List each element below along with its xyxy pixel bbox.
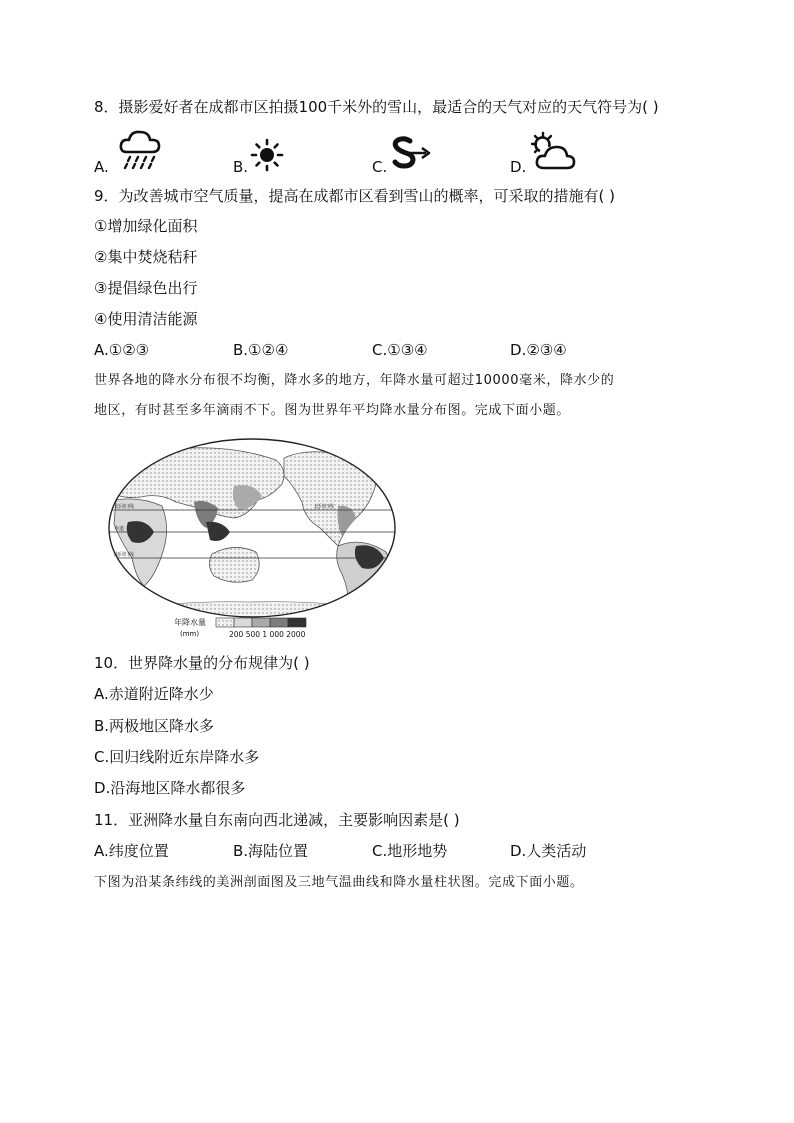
label-tropic-south: 南回归线	[114, 552, 135, 558]
passage2-line1: 下图为沿某条纬线的美洲剖面图及三地气温曲线和降水量柱状图。完成下面小题。	[94, 875, 584, 890]
q8-option-a-label: A.	[94, 158, 109, 176]
sun-icon	[250, 138, 284, 172]
legend-unit: (mm)	[180, 630, 200, 638]
q9-option-b: B.①②④	[233, 341, 289, 359]
q10-option-a: A.赤道附近降水少	[94, 685, 214, 703]
legend-title: 年降水量	[174, 618, 206, 627]
passage1-line1: 世界各地的降水分布很不均衡，降水多的地方，年降水量可超过10000毫米，降水少的	[94, 373, 615, 388]
australia-landmass	[209, 547, 259, 582]
q9-item-1: ①增加绿化面积	[94, 217, 198, 235]
q10-option-d: D.沿海地区降水都很多	[94, 779, 246, 797]
q10-option-b: B.两极地区降水多	[94, 717, 215, 735]
q11-stem: 11．亚洲降水量自东南向西北递减，主要影响因素是( )	[94, 811, 460, 829]
label-equator: 赤道	[114, 526, 125, 532]
legend-swatches	[216, 618, 306, 627]
wind-icon	[390, 134, 432, 170]
q10-stem: 10．世界降水量的分布规律为( )	[94, 654, 310, 672]
q9-option-a: A.①②③	[94, 341, 150, 359]
legend-swatch-gt2000	[288, 618, 306, 627]
legend-values: 200 500 1 000 2000	[229, 630, 306, 639]
q9-item-4: ④使用清洁能源	[94, 310, 198, 328]
legend-swatch-lt200	[216, 618, 234, 627]
q9-stem: 9．为改善城市空气质量，提高在成都市区看到雪山的概率，可采取的措施有( )	[94, 187, 616, 205]
q11-option-d: D.人类活动	[510, 842, 587, 860]
q8-stem: 8．摄影爱好者在成都市区拍摄100千米外的雪山，最适合的天气对应的天气符号为( )	[94, 98, 659, 116]
legend-swatch-200-500	[234, 618, 252, 627]
q8-option-b-label: B.	[233, 158, 249, 176]
q10-option-c: C.回归线附近东岸降水多	[94, 748, 260, 766]
q11-option-c: C.地形地势	[372, 842, 448, 860]
partly-cloudy-icon	[528, 130, 578, 172]
q9-option-d: D.②③④	[510, 341, 567, 359]
q9-item-3: ③提倡绿色出行	[94, 279, 198, 297]
label-tropic-north-left: 北回归线	[114, 504, 135, 510]
q9-option-c: C.①③④	[372, 341, 428, 359]
world-precipitation-map	[106, 436, 398, 642]
passage1-line2: 地区，有时甚至多年滴雨不下。图为世界年平均降水量分布图。完成下面小题。	[94, 403, 571, 418]
q11-option-b: B.海陆位置	[233, 842, 309, 860]
q8-option-c-label: C.	[372, 158, 388, 176]
greenland-landmass	[363, 444, 390, 467]
q11-option-a: A.纬度位置	[94, 842, 169, 860]
rain-icon	[118, 128, 162, 170]
label-tropic-north-right: 北回归线	[314, 504, 335, 510]
legend-swatch-500-1000	[252, 618, 270, 627]
q9-item-2: ②集中焚烧秸秆	[94, 248, 198, 266]
legend-swatch-1000-2000	[270, 618, 288, 627]
q8-option-d-label: D.	[510, 158, 527, 176]
